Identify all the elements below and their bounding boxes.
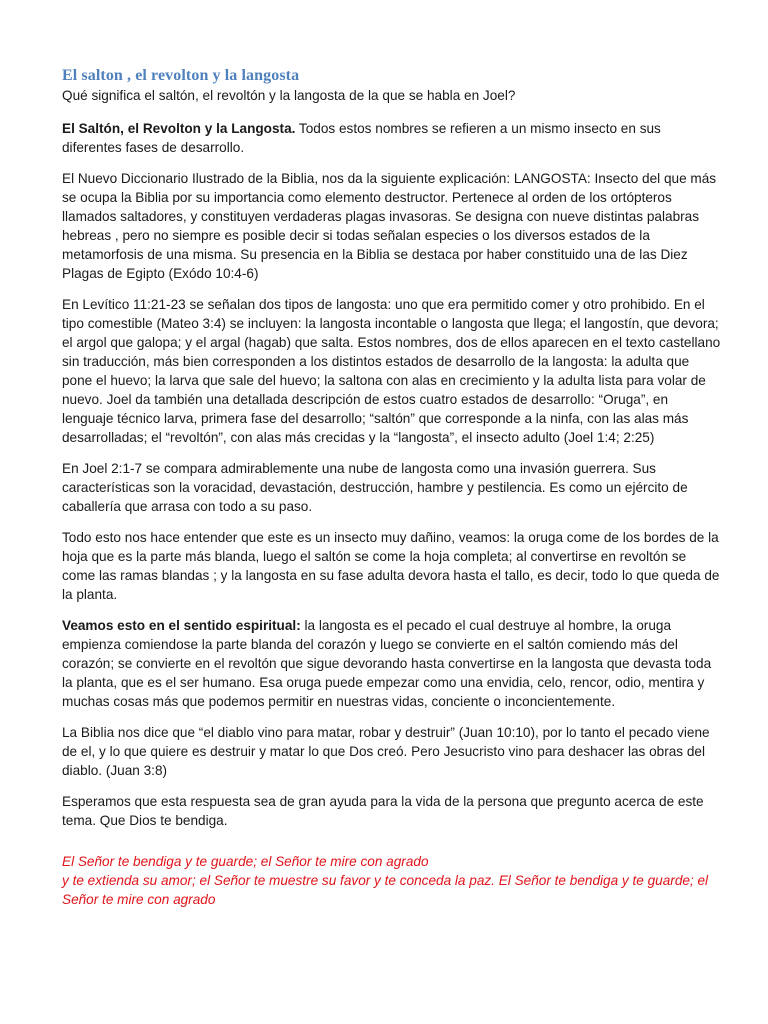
paragraph-1 (62, 119, 722, 157)
paragraph-8 (62, 792, 722, 830)
blessing-block (62, 852, 722, 909)
paragraph-4 (62, 459, 722, 516)
paragraph-5-text: Todo esto nos hace entender que este es un insecto muy dañino, veamos: la oruga come de los bordes de la hoja que es la parte más blanda, luego el saltón se come la hoja completa; al convertirse en revoltón se come las ramas blandas ; y la langosta en su fase adulta devora hasta el tallo, es decir, todo lo que queda de la planta. (62, 530, 720, 602)
paragraph-1-bold: El Saltón, el Revolton y la Langosta. (62, 121, 296, 136)
paragraph-4-text: En Joel 2:1-7 se compara admirablemente una nube de langosta como una invasión guerrera. Sus características son la voracidad, devastación, destrucción, hambre y pestilencia. Es como un ejército de caballería que arrasa con todo a su paso. (62, 461, 688, 514)
paragraph-2-text: El Nuevo Diccionario Ilustrado de la Biblia, nos da la siguiente explicación: LANGOSTA: Insecto del que más se ocupa la Biblia por su importancia como elemento destructor. Pertenece al orden de los ortópteros llamados saltadores, y constituyen verdaderas plagas invasoras. Se designa con nueve distintas palabras hebreas , pero no siempre es posible decir si todas señalan especies o los diversos estados de la metamorfosis de una misma. Su presencia en la Biblia se destaca por haber constituido una de las Diez Plagas de Egipto (Exódo 10:4-6) (62, 171, 717, 281)
blessing-line-2: y te extienda su amor; el Señor te muestre su favor y te conceda la paz. El Señor te bendiga y te guarde; el Señor te mire con agrado (62, 873, 709, 907)
question-line: Qué significa el saltón, el revoltón y la langosta de la que se habla en Joel? (62, 88, 516, 103)
paragraph-2 (62, 169, 722, 283)
paragraph-6 (62, 616, 722, 711)
blessing-line-1: El Señor te bendiga y te guarde; el Señor te mire con agrado (62, 854, 429, 869)
paragraph-7-text: La Biblia nos dice que “el diablo vino para matar, robar y destruir” (Juan 10:10), por lo tanto el pecado viene de el, y lo que quiere es destruir y matar lo que Dos creó. Pero Jesucristo vino para deshacer las obras del diablo. (Juan 3:8) (62, 725, 710, 778)
paragraph-6-bold: Veamos esto en el sentido espiritual: (62, 618, 301, 633)
paragraph-7 (62, 723, 722, 780)
document-title: El salton , el revolton y la langosta (62, 67, 300, 84)
paragraph-1-text: Todos estos nombres se refieren a un mismo insecto en sus diferentes fases de desarrollo. (62, 121, 661, 155)
paragraph-3 (62, 295, 722, 447)
paragraph-5 (62, 528, 722, 604)
paragraph-6-text: la langosta es el pecado el cual destruye al hombre, la oruga empienza comiendose la parte blanda del corazón y luego se convierte en el saltón comiendo más del corazón; se convierte en el revoltón que sigue devorando hasta convertirse en la langosta que devasta toda la planta, que es el ser humano. Esa oruga puede empezar como una envidia, celo, rencor, odio, mentira y muchas cosas más que podemos permitir en nuestras vidas, conciente o inconcientemente. (62, 618, 712, 709)
document-body (62, 66, 722, 842)
paragraph-3-text: En Levítico 11:21-23 se señalan dos tipos de langosta: uno que era permitido comer y otro prohibido. En el tipo comestible (Mateo 3:4) se incluyen: la langosta incontable o langosta que llega; el langostín, que devora; el argol que galopa; y el argal (hagab) que salta. Estos nombres, dos de ellos aparecen en el texto castellano sin traducción, más bien corresponden a los distintos estados de desarrollo de la langosta: la adulta que pone el huevo; la larva que sale del huevo; la saltona con alas en crecimiento y la adulta lista para volar de nuevo. Joel da también una detallada descripción de estos cuatro estados de desarrollo: “Oruga”, en lenguaje técnico larva, primera fase del desarrollo; “saltón” que corresponde a la ninfa, con las alas más desarrolladas; el “revoltón”, con alas más crecidas y la “langosta”, el insecto adulto (Joel 1:4; 2:25) (62, 297, 721, 445)
paragraph-8-text: Esperamos que esta respuesta sea de gran ayuda para la vida de la persona que pregunto acerca de este tema. Que Dios te bendiga. (62, 794, 704, 828)
